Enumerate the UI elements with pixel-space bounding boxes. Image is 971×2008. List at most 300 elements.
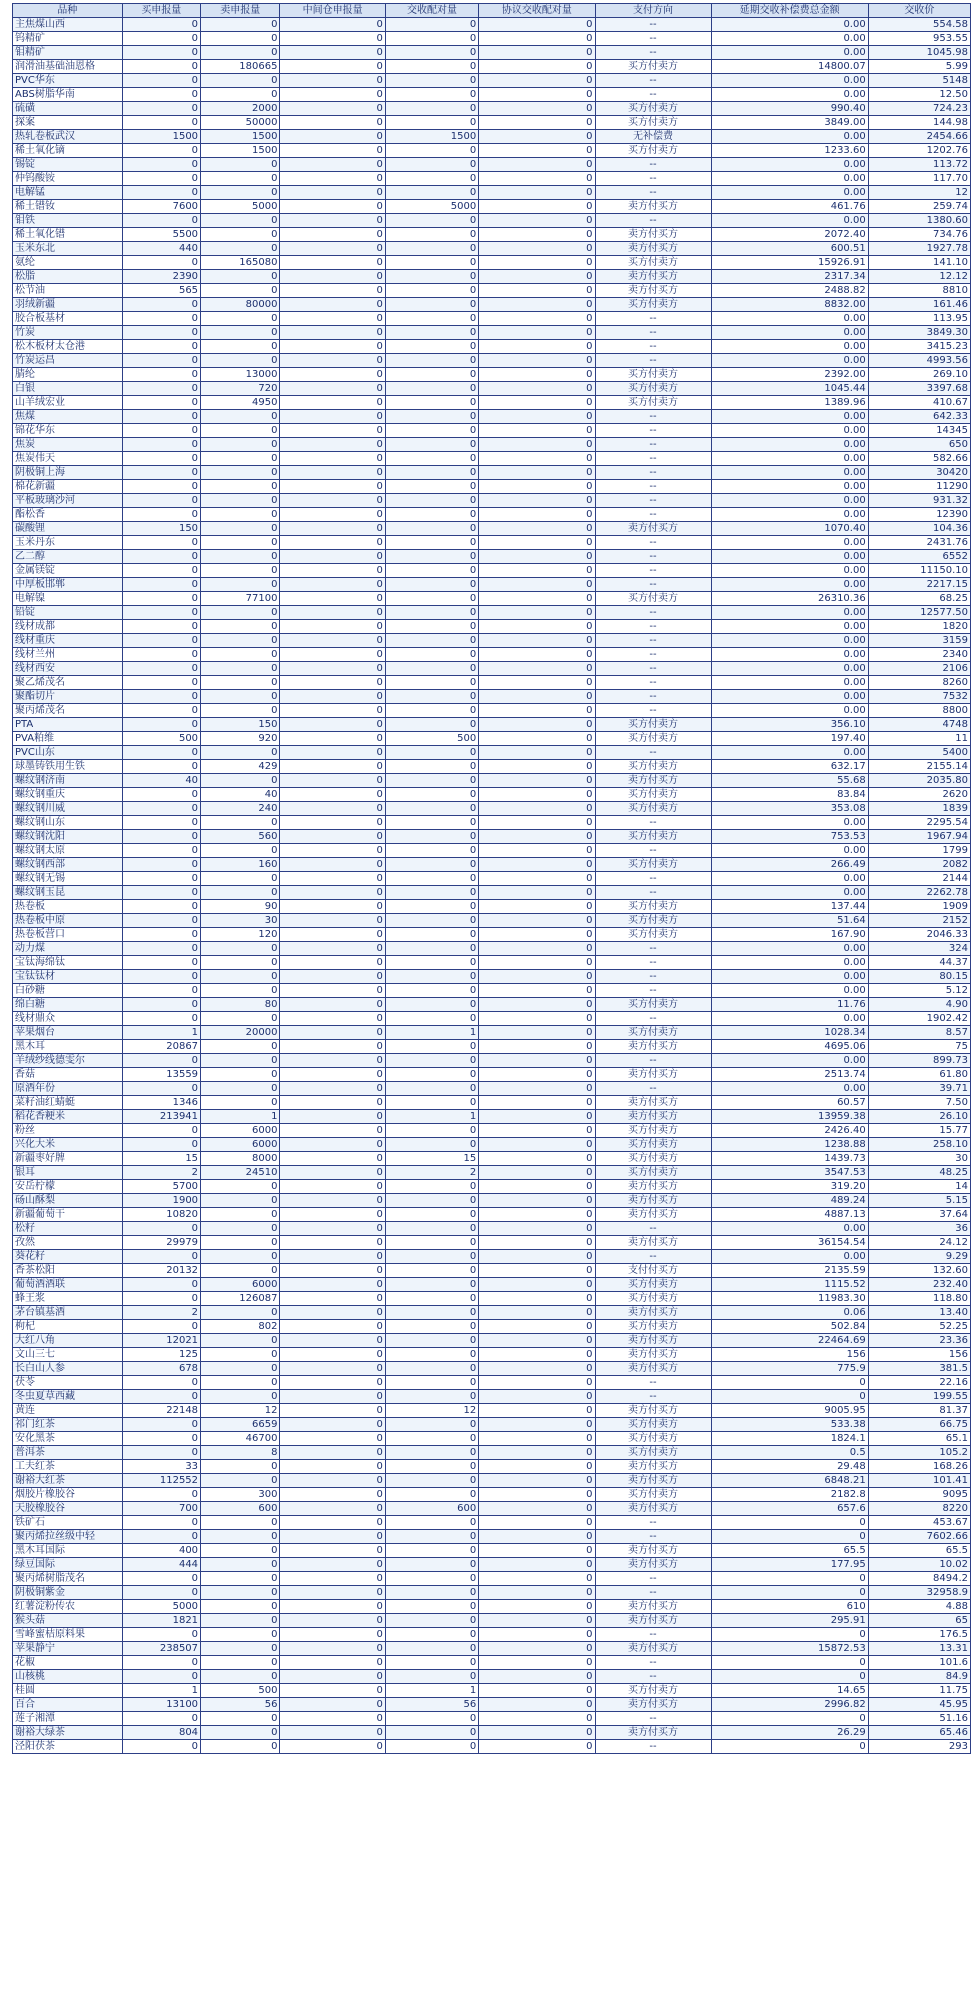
cell-sell-qty: 0 bbox=[201, 704, 280, 718]
cell-middle-qty: 0 bbox=[280, 1054, 385, 1068]
cell-buy-qty: 0 bbox=[122, 1124, 200, 1138]
cell-payment-direction: 卖方付买方 bbox=[595, 1194, 711, 1208]
cell-buy-qty: 0 bbox=[122, 340, 200, 354]
cell-matched-qty: 0 bbox=[385, 1096, 478, 1110]
cell-buy-qty: 2 bbox=[122, 1166, 200, 1180]
cell-delivery-price: 12 bbox=[868, 186, 970, 200]
cell-payment-direction: -- bbox=[595, 1082, 711, 1096]
cell-sell-qty: 0 bbox=[201, 1530, 280, 1544]
cell-agreement-qty: 0 bbox=[479, 564, 595, 578]
cell-delivery-price: 8800 bbox=[868, 704, 970, 718]
cell-middle-qty: 0 bbox=[280, 32, 385, 46]
cell-payment-direction: 卖方付买方 bbox=[595, 1558, 711, 1572]
cell-compensation-total: 610 bbox=[711, 1600, 868, 1614]
cell-middle-qty: 0 bbox=[280, 1250, 385, 1264]
cell-payment-direction: -- bbox=[595, 648, 711, 662]
cell-middle-qty: 0 bbox=[280, 830, 385, 844]
cell-delivery-price: 4.90 bbox=[868, 998, 970, 1012]
cell-sell-qty: 0 bbox=[201, 886, 280, 900]
table-row bbox=[13, 102, 971, 116]
cell-matched-qty: 0 bbox=[385, 1306, 478, 1320]
cell-matched-qty: 0 bbox=[385, 228, 478, 242]
cell-sell-qty: 0 bbox=[201, 186, 280, 200]
cell-delivery-price: 2152 bbox=[868, 914, 970, 928]
cell-sell-qty: 0 bbox=[201, 1726, 280, 1740]
cell-agreement-qty: 0 bbox=[479, 382, 595, 396]
cell-buy-qty: 0 bbox=[122, 508, 200, 522]
cell-variety: 聚乙烯茂名 bbox=[13, 676, 123, 690]
col-header-payment-direction: 支付方向 bbox=[595, 4, 711, 18]
cell-payment-direction: 卖方付买方 bbox=[595, 1502, 711, 1516]
cell-compensation-total: 0.00 bbox=[711, 676, 868, 690]
cell-agreement-qty: 0 bbox=[479, 326, 595, 340]
cell-payment-direction: 买方付卖方 bbox=[595, 900, 711, 914]
cell-middle-qty: 0 bbox=[280, 998, 385, 1012]
cell-sell-qty: 0 bbox=[201, 872, 280, 886]
cell-variety: 螺纹钢西部 bbox=[13, 858, 123, 872]
cell-sell-qty: 0 bbox=[201, 578, 280, 592]
cell-delivery-price: 11150.10 bbox=[868, 564, 970, 578]
cell-buy-qty: 0 bbox=[122, 354, 200, 368]
cell-agreement-qty: 0 bbox=[479, 1068, 595, 1082]
table-row bbox=[13, 172, 971, 186]
cell-matched-qty: 56 bbox=[385, 1698, 478, 1712]
cell-sell-qty: 20000 bbox=[201, 1026, 280, 1040]
cell-middle-qty: 0 bbox=[280, 662, 385, 676]
cell-delivery-price: 269.10 bbox=[868, 368, 970, 382]
cell-payment-direction: -- bbox=[595, 354, 711, 368]
table-row bbox=[13, 718, 971, 732]
cell-payment-direction: 买方付卖方 bbox=[595, 1446, 711, 1460]
cell-matched-qty: 0 bbox=[385, 1712, 478, 1726]
cell-compensation-total: 3547.53 bbox=[711, 1166, 868, 1180]
cell-agreement-qty: 0 bbox=[479, 494, 595, 508]
cell-payment-direction: -- bbox=[595, 1670, 711, 1684]
cell-matched-qty: 12 bbox=[385, 1404, 478, 1418]
cell-delivery-price: 61.80 bbox=[868, 1068, 970, 1082]
cell-payment-direction: 买方付卖方 bbox=[595, 368, 711, 382]
cell-payment-direction: -- bbox=[595, 466, 711, 480]
cell-sell-qty: 0 bbox=[201, 1544, 280, 1558]
cell-matched-qty: 0 bbox=[385, 1264, 478, 1278]
table-row bbox=[13, 1684, 971, 1698]
cell-delivery-price: 23.36 bbox=[868, 1334, 970, 1348]
cell-middle-qty: 0 bbox=[280, 816, 385, 830]
cell-compensation-total: 0 bbox=[711, 1376, 868, 1390]
cell-sell-qty: 0 bbox=[201, 312, 280, 326]
cell-middle-qty: 0 bbox=[280, 116, 385, 130]
cell-buy-qty: 0 bbox=[122, 858, 200, 872]
cell-matched-qty: 0 bbox=[385, 900, 478, 914]
cell-agreement-qty: 0 bbox=[479, 1432, 595, 1446]
cell-middle-qty: 0 bbox=[280, 172, 385, 186]
cell-payment-direction: -- bbox=[595, 872, 711, 886]
cell-buy-qty: 0 bbox=[122, 1138, 200, 1152]
cell-agreement-qty: 0 bbox=[479, 1264, 595, 1278]
cell-delivery-price: 118.80 bbox=[868, 1292, 970, 1306]
cell-variety: 粉丝 bbox=[13, 1124, 123, 1138]
cell-sell-qty: 40 bbox=[201, 788, 280, 802]
cell-delivery-price: 11290 bbox=[868, 480, 970, 494]
cell-variety: 乙二醇 bbox=[13, 550, 123, 564]
table-row bbox=[13, 690, 971, 704]
cell-delivery-price: 642.33 bbox=[868, 410, 970, 424]
cell-sell-qty: 0 bbox=[201, 1600, 280, 1614]
table-row bbox=[13, 984, 971, 998]
cell-middle-qty: 0 bbox=[280, 508, 385, 522]
cell-agreement-qty: 0 bbox=[479, 1628, 595, 1642]
cell-agreement-qty: 0 bbox=[479, 1642, 595, 1656]
cell-sell-qty: 1500 bbox=[201, 144, 280, 158]
cell-buy-qty: 5000 bbox=[122, 1600, 200, 1614]
cell-payment-direction: 买方付卖方 bbox=[595, 788, 711, 802]
cell-middle-qty: 0 bbox=[280, 1278, 385, 1292]
table-row bbox=[13, 1558, 971, 1572]
cell-payment-direction: 买方付卖方 bbox=[595, 60, 711, 74]
cell-delivery-price: 32958.9 bbox=[868, 1586, 970, 1600]
cell-delivery-price: 259.74 bbox=[868, 200, 970, 214]
cell-compensation-total: 353.08 bbox=[711, 802, 868, 816]
cell-matched-qty: 0 bbox=[385, 312, 478, 326]
cell-compensation-total: 177.95 bbox=[711, 1558, 868, 1572]
cell-payment-direction: 买方付卖方 bbox=[595, 1292, 711, 1306]
cell-compensation-total: 65.5 bbox=[711, 1544, 868, 1558]
cell-compensation-total: 0.00 bbox=[711, 606, 868, 620]
cell-variety: 苹果烟台 bbox=[13, 1026, 123, 1040]
cell-agreement-qty: 0 bbox=[479, 158, 595, 172]
cell-compensation-total: 356.10 bbox=[711, 718, 868, 732]
cell-delivery-price: 45.95 bbox=[868, 1698, 970, 1712]
cell-delivery-price: 132.60 bbox=[868, 1264, 970, 1278]
cell-compensation-total: 632.17 bbox=[711, 760, 868, 774]
cell-sell-qty: 0 bbox=[201, 1334, 280, 1348]
cell-compensation-total: 156 bbox=[711, 1348, 868, 1362]
cell-agreement-qty: 0 bbox=[479, 522, 595, 536]
cell-buy-qty: 678 bbox=[122, 1362, 200, 1376]
cell-variety: 白银 bbox=[13, 382, 123, 396]
cell-middle-qty: 0 bbox=[280, 88, 385, 102]
cell-middle-qty: 0 bbox=[280, 1012, 385, 1026]
cell-payment-direction: -- bbox=[595, 424, 711, 438]
cell-variety: 砀山酥梨 bbox=[13, 1194, 123, 1208]
cell-middle-qty: 0 bbox=[280, 914, 385, 928]
cell-matched-qty: 0 bbox=[385, 214, 478, 228]
table-row bbox=[13, 956, 971, 970]
cell-delivery-price: 101.6 bbox=[868, 1656, 970, 1670]
cell-variety: 玉米丹东 bbox=[13, 536, 123, 550]
cell-agreement-qty: 0 bbox=[479, 914, 595, 928]
cell-middle-qty: 0 bbox=[280, 1432, 385, 1446]
cell-sell-qty: 0 bbox=[201, 326, 280, 340]
cell-variety: 金属镁锭 bbox=[13, 564, 123, 578]
cell-variety: 线材重庆 bbox=[13, 634, 123, 648]
cell-compensation-total: 0.00 bbox=[711, 32, 868, 46]
cell-delivery-price: 381.5 bbox=[868, 1362, 970, 1376]
cell-sell-qty: 0 bbox=[201, 1264, 280, 1278]
cell-matched-qty: 0 bbox=[385, 1082, 478, 1096]
cell-compensation-total: 0 bbox=[711, 1656, 868, 1670]
cell-sell-qty: 0 bbox=[201, 564, 280, 578]
cell-delivery-price: 582.66 bbox=[868, 452, 970, 466]
cell-middle-qty: 0 bbox=[280, 494, 385, 508]
table-row bbox=[13, 676, 971, 690]
cell-agreement-qty: 0 bbox=[479, 46, 595, 60]
cell-middle-qty: 0 bbox=[280, 1544, 385, 1558]
cell-sell-qty: 0 bbox=[201, 32, 280, 46]
cell-agreement-qty: 0 bbox=[479, 774, 595, 788]
table-row bbox=[13, 1292, 971, 1306]
cell-payment-direction: -- bbox=[595, 46, 711, 60]
cell-buy-qty: 0 bbox=[122, 1712, 200, 1726]
cell-buy-qty: 10820 bbox=[122, 1208, 200, 1222]
cell-variety: 仲钨酸铵 bbox=[13, 172, 123, 186]
cell-matched-qty: 0 bbox=[385, 1656, 478, 1670]
cell-buy-qty: 0 bbox=[122, 74, 200, 88]
cell-matched-qty: 0 bbox=[385, 998, 478, 1012]
cell-buy-qty: 0 bbox=[122, 1292, 200, 1306]
cell-matched-qty: 0 bbox=[385, 1516, 478, 1530]
cell-middle-qty: 0 bbox=[280, 1600, 385, 1614]
cell-middle-qty: 0 bbox=[280, 606, 385, 620]
cell-middle-qty: 0 bbox=[280, 984, 385, 998]
table-row bbox=[13, 1488, 971, 1502]
cell-buy-qty: 0 bbox=[122, 1516, 200, 1530]
cell-buy-qty: 0 bbox=[122, 1376, 200, 1390]
cell-agreement-qty: 0 bbox=[479, 1390, 595, 1404]
cell-matched-qty: 5000 bbox=[385, 200, 478, 214]
table-row bbox=[13, 1166, 971, 1180]
cell-agreement-qty: 0 bbox=[479, 172, 595, 186]
cell-compensation-total: 0.00 bbox=[711, 214, 868, 228]
table-row bbox=[13, 634, 971, 648]
cell-payment-direction: -- bbox=[595, 1250, 711, 1264]
cell-agreement-qty: 0 bbox=[479, 1348, 595, 1362]
cell-matched-qty: 0 bbox=[385, 270, 478, 284]
cell-buy-qty: 0 bbox=[122, 46, 200, 60]
cell-agreement-qty: 0 bbox=[479, 1138, 595, 1152]
cell-sell-qty: 24510 bbox=[201, 1166, 280, 1180]
cell-middle-qty: 0 bbox=[280, 270, 385, 284]
cell-buy-qty: 1 bbox=[122, 1684, 200, 1698]
cell-buy-qty: 0 bbox=[122, 1082, 200, 1096]
cell-middle-qty: 0 bbox=[280, 522, 385, 536]
cell-matched-qty: 0 bbox=[385, 1222, 478, 1236]
cell-buy-qty: 5500 bbox=[122, 228, 200, 242]
cell-matched-qty: 0 bbox=[385, 1740, 478, 1754]
cell-variety: 烟胶片橡胶谷 bbox=[13, 1488, 123, 1502]
cell-middle-qty: 0 bbox=[280, 18, 385, 32]
cell-agreement-qty: 0 bbox=[479, 984, 595, 998]
col-header-buy-qty: 买申报量 bbox=[122, 4, 200, 18]
cell-middle-qty: 0 bbox=[280, 186, 385, 200]
cell-buy-qty: 0 bbox=[122, 592, 200, 606]
cell-payment-direction: -- bbox=[595, 704, 711, 718]
cell-delivery-price: 12577.50 bbox=[868, 606, 970, 620]
cell-sell-qty: 0 bbox=[201, 1474, 280, 1488]
cell-delivery-price: 7532 bbox=[868, 690, 970, 704]
cell-agreement-qty: 0 bbox=[479, 1278, 595, 1292]
cell-agreement-qty: 0 bbox=[479, 900, 595, 914]
cell-delivery-price: 48.25 bbox=[868, 1166, 970, 1180]
cell-agreement-qty: 0 bbox=[479, 676, 595, 690]
cell-buy-qty: 0 bbox=[122, 830, 200, 844]
cell-matched-qty: 0 bbox=[385, 354, 478, 368]
cell-sell-qty: 50000 bbox=[201, 116, 280, 130]
cell-matched-qty: 0 bbox=[385, 284, 478, 298]
cell-buy-qty: 1900 bbox=[122, 1194, 200, 1208]
cell-payment-direction: 买方付卖方 bbox=[595, 830, 711, 844]
cell-middle-qty: 0 bbox=[280, 1026, 385, 1040]
cell-delivery-price: 81.37 bbox=[868, 1404, 970, 1418]
cell-agreement-qty: 0 bbox=[479, 1334, 595, 1348]
cell-variety: 谢裕大红茶 bbox=[13, 1474, 123, 1488]
cell-variety: 香茶松阳 bbox=[13, 1264, 123, 1278]
cell-matched-qty: 0 bbox=[385, 746, 478, 760]
cell-variety: 电解锰 bbox=[13, 186, 123, 200]
cell-buy-qty: 0 bbox=[122, 998, 200, 1012]
table-row bbox=[13, 970, 971, 984]
cell-compensation-total: 0.00 bbox=[711, 536, 868, 550]
cell-compensation-total: 1045.44 bbox=[711, 382, 868, 396]
cell-sell-qty: 0 bbox=[201, 228, 280, 242]
cell-payment-direction: -- bbox=[595, 676, 711, 690]
cell-buy-qty: 0 bbox=[122, 1656, 200, 1670]
cell-middle-qty: 0 bbox=[280, 1152, 385, 1166]
cell-buy-qty: 400 bbox=[122, 1544, 200, 1558]
cell-matched-qty: 0 bbox=[385, 1418, 478, 1432]
cell-sell-qty: 0 bbox=[201, 172, 280, 186]
cell-matched-qty: 1 bbox=[385, 1684, 478, 1698]
table-row bbox=[13, 32, 971, 46]
cell-payment-direction: 买方付卖方 bbox=[595, 914, 711, 928]
cell-payment-direction: 买方付卖方 bbox=[595, 256, 711, 270]
cell-agreement-qty: 0 bbox=[479, 578, 595, 592]
cell-compensation-total: 29.48 bbox=[711, 1460, 868, 1474]
cell-agreement-qty: 0 bbox=[479, 1040, 595, 1054]
table-row bbox=[13, 1208, 971, 1222]
cell-compensation-total: 0.00 bbox=[711, 340, 868, 354]
table-row bbox=[13, 564, 971, 578]
cell-payment-direction: 买方付卖方 bbox=[595, 802, 711, 816]
cell-sell-qty: 0 bbox=[201, 1376, 280, 1390]
cell-sell-qty: 0 bbox=[201, 1670, 280, 1684]
cell-matched-qty: 0 bbox=[385, 144, 478, 158]
table-row bbox=[13, 1278, 971, 1292]
cell-payment-direction: 买方付卖方 bbox=[595, 298, 711, 312]
cell-delivery-price: 14 bbox=[868, 1180, 970, 1194]
cell-agreement-qty: 0 bbox=[479, 746, 595, 760]
cell-payment-direction: 买方付卖方 bbox=[595, 998, 711, 1012]
cell-middle-qty: 0 bbox=[280, 424, 385, 438]
cell-sell-qty: 0 bbox=[201, 942, 280, 956]
cell-buy-qty: 13559 bbox=[122, 1068, 200, 1082]
cell-variety: 黑木耳国际 bbox=[13, 1544, 123, 1558]
cell-delivery-price: 324 bbox=[868, 942, 970, 956]
cell-payment-direction: -- bbox=[595, 18, 711, 32]
cell-variety: 氨纶 bbox=[13, 256, 123, 270]
cell-delivery-price: 65.1 bbox=[868, 1432, 970, 1446]
table-row bbox=[13, 1712, 971, 1726]
cell-payment-direction: 卖方付买方 bbox=[595, 1726, 711, 1740]
cell-delivery-price: 8220 bbox=[868, 1502, 970, 1516]
cell-compensation-total: 0.00 bbox=[711, 438, 868, 452]
cell-matched-qty: 0 bbox=[385, 1376, 478, 1390]
cell-compensation-total: 0.00 bbox=[711, 46, 868, 60]
cell-variety: 螺纹钢太原 bbox=[13, 844, 123, 858]
cell-payment-direction: -- bbox=[595, 578, 711, 592]
cell-middle-qty: 0 bbox=[280, 1194, 385, 1208]
cell-buy-qty: 0 bbox=[122, 116, 200, 130]
cell-sell-qty: 720 bbox=[201, 382, 280, 396]
cell-middle-qty: 0 bbox=[280, 1334, 385, 1348]
cell-sell-qty: 77100 bbox=[201, 592, 280, 606]
cell-delivery-price: 176.5 bbox=[868, 1628, 970, 1642]
cell-compensation-total: 26.29 bbox=[711, 1726, 868, 1740]
cell-variety: 玉米东北 bbox=[13, 242, 123, 256]
cell-agreement-qty: 0 bbox=[479, 1236, 595, 1250]
table-row bbox=[13, 18, 971, 32]
cell-sell-qty: 0 bbox=[201, 984, 280, 998]
cell-delivery-price: 156 bbox=[868, 1348, 970, 1362]
cell-sell-qty: 0 bbox=[201, 354, 280, 368]
cell-compensation-total: 0.00 bbox=[711, 88, 868, 102]
cell-delivery-price: 101.41 bbox=[868, 1474, 970, 1488]
cell-variety: 安岳柠檬 bbox=[13, 1180, 123, 1194]
cell-payment-direction: 卖方付买方 bbox=[595, 1096, 711, 1110]
cell-delivery-price: 14345 bbox=[868, 424, 970, 438]
cell-agreement-qty: 0 bbox=[479, 1684, 595, 1698]
cell-matched-qty: 0 bbox=[385, 102, 478, 116]
cell-compensation-total: 266.49 bbox=[711, 858, 868, 872]
cell-middle-qty: 0 bbox=[280, 1110, 385, 1124]
cell-buy-qty: 0 bbox=[122, 466, 200, 480]
cell-matched-qty: 0 bbox=[385, 536, 478, 550]
cell-variety: 电解镍 bbox=[13, 592, 123, 606]
cell-sell-qty: 0 bbox=[201, 452, 280, 466]
cell-compensation-total: 4887.13 bbox=[711, 1208, 868, 1222]
cell-agreement-qty: 0 bbox=[479, 956, 595, 970]
cell-delivery-price: 113.95 bbox=[868, 312, 970, 326]
cell-matched-qty: 0 bbox=[385, 88, 478, 102]
cell-buy-qty: 0 bbox=[122, 900, 200, 914]
cell-delivery-price: 2144 bbox=[868, 872, 970, 886]
cell-variety: 泾阳茯茶 bbox=[13, 1740, 123, 1754]
cell-buy-qty: 7600 bbox=[122, 200, 200, 214]
cell-compensation-total: 657.6 bbox=[711, 1502, 868, 1516]
cell-compensation-total: 2135.59 bbox=[711, 1264, 868, 1278]
cell-payment-direction: 卖方付买方 bbox=[595, 242, 711, 256]
cell-delivery-price: 8810 bbox=[868, 284, 970, 298]
cell-middle-qty: 0 bbox=[280, 942, 385, 956]
cell-delivery-price: 2082 bbox=[868, 858, 970, 872]
cell-payment-direction: 卖方付买方 bbox=[595, 522, 711, 536]
cell-sell-qty: 0 bbox=[201, 956, 280, 970]
cell-sell-qty: 150 bbox=[201, 718, 280, 732]
cell-sell-qty: 30 bbox=[201, 914, 280, 928]
cell-middle-qty: 0 bbox=[280, 732, 385, 746]
cell-sell-qty: 0 bbox=[201, 158, 280, 172]
cell-variety: 酯松香 bbox=[13, 508, 123, 522]
cell-buy-qty: 0 bbox=[122, 1432, 200, 1446]
cell-compensation-total: 0.00 bbox=[711, 844, 868, 858]
cell-matched-qty: 0 bbox=[385, 1446, 478, 1460]
table-row bbox=[13, 1222, 971, 1236]
cell-agreement-qty: 0 bbox=[479, 970, 595, 984]
cell-agreement-qty: 0 bbox=[479, 704, 595, 718]
cell-variety: 原酒年份 bbox=[13, 1082, 123, 1096]
cell-buy-qty: 2 bbox=[122, 1306, 200, 1320]
cell-middle-qty: 0 bbox=[280, 312, 385, 326]
